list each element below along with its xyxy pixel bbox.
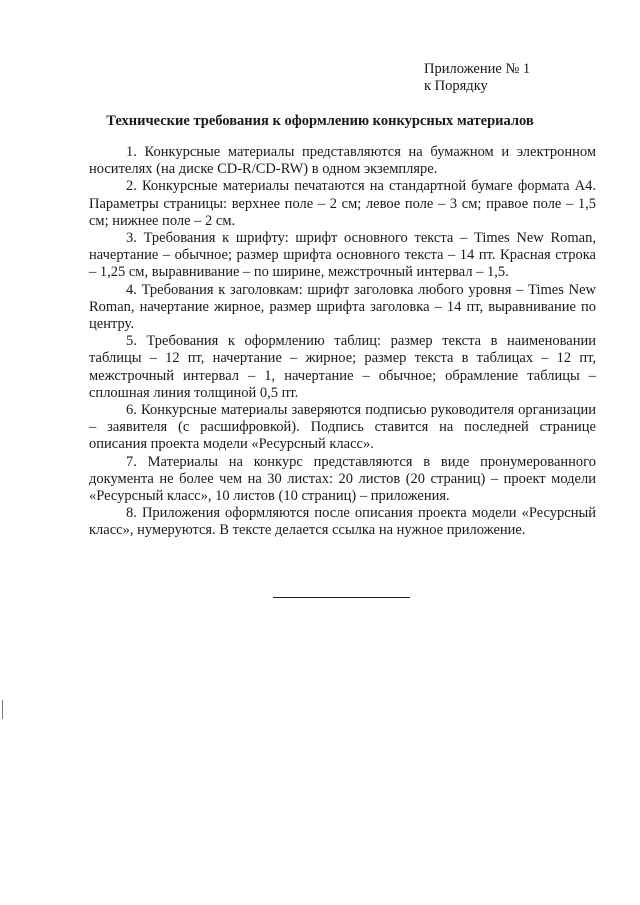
document-title: Технические требования к оформлению конкурсных материалов (106, 113, 534, 129)
requirement-paragraph: 8. Приложения оформляются после описания проекта модели «Ресурсный класс», нумеруются. В тексте делается ссылка на нужное приложение. (89, 505, 596, 539)
requirement-paragraph: 4. Требования к заголовкам: шрифт заголовка любого уровня – Times New Roman, начертание жирное, размер шрифта заголовка – 14 пт, выравнивание по центру. (89, 281, 596, 333)
appendix-order-reference: к Порядку (424, 78, 488, 94)
requirement-paragraph: 6. Конкурсные материалы заверяются подписью руководителя организации – заявителя (с расшифровкой). Подпись ставится на последней странице описания проекта модели «Ресурсный класс». (89, 402, 596, 453)
requirement-paragraph: 5. Требования к оформлению таблиц: размер текста в наименовании таблицы – 12 пт, начертание – жирное; размер текста в таблицах – 12 пт, межстрочный интервал – 1, начертание – обычное; обрамление таблицы – сплошная линия толщиной 0,5 пт. (89, 333, 596, 401)
end-separator-line (273, 597, 410, 598)
requirement-paragraph: 1. Конкурсные материалы представляются на бумажном и электронном носителях (на диске CD-R/CD-RW) в одном экземпляре. (89, 144, 596, 178)
requirement-paragraph: 3. Требования к шрифту: шрифт основного текста – Times New Roman, начертание – обычное; размер шрифта основного текста – 14 пт. Красная строка – 1,25 см, выравнивание – по ширине, межстрочный интервал – 1,5. (89, 230, 596, 281)
requirement-paragraph: 7. Материалы на конкурс представляются в виде пронумерованного документа не более чем на 30 листах: 20 листов (20 страниц) – проект модели «Ресурсный класс», 10 листов (10 страниц) – приложения. (89, 453, 596, 505)
requirements-list (89, 144, 596, 540)
appendix-reference (424, 61, 530, 95)
scan-margin-mark (2, 700, 3, 719)
requirement-paragraph: 2. Конкурсные материалы печатаются на стандартной бумаге формата А4. Параметры страницы: верхнее поле – 2 см; левое поле – 3 см; правое поле – 1,5 см; нижнее поле – 2 см. (89, 178, 596, 229)
appendix-number: Приложение № 1 (424, 61, 531, 77)
